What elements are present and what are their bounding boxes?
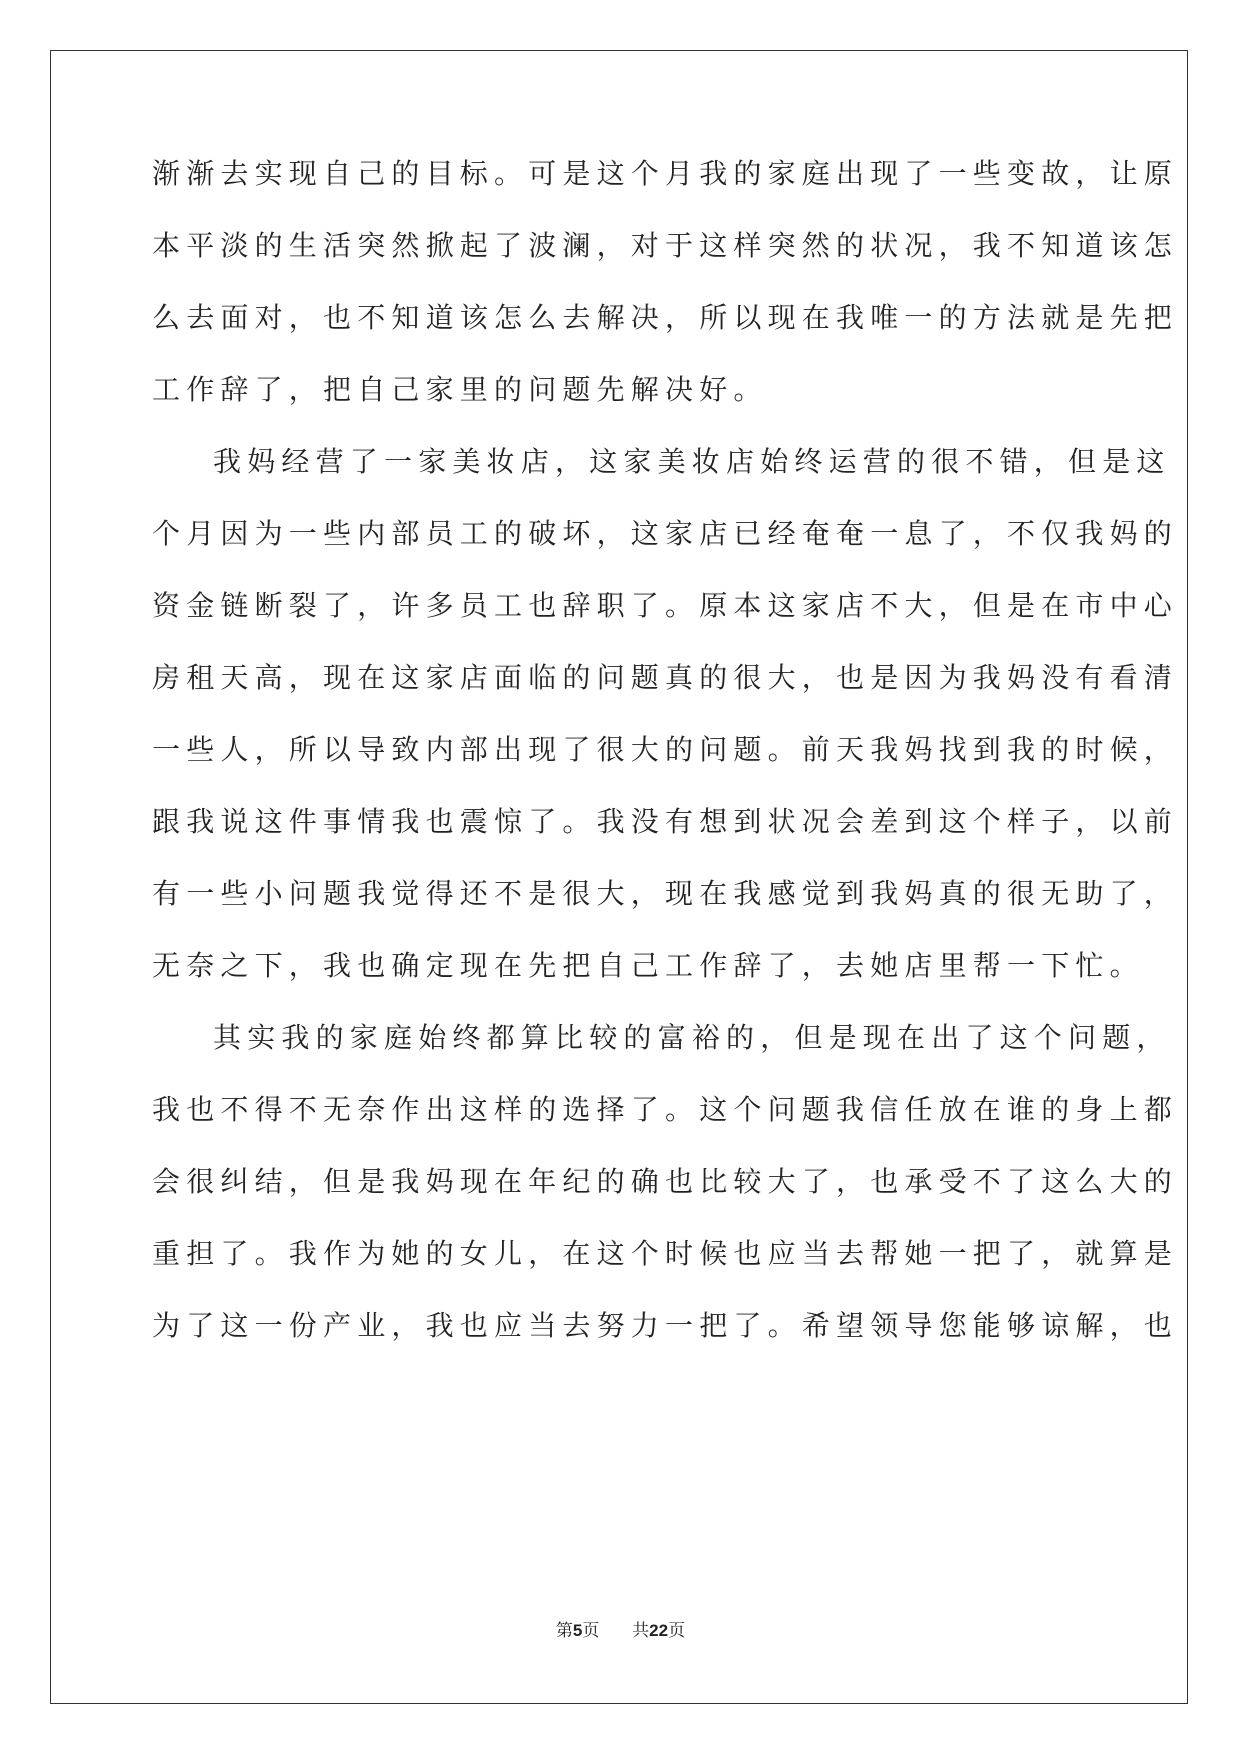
page-indicator [556, 1616, 599, 1641]
page-suffix: 页 [582, 1621, 600, 1641]
text-line: 一些人，所以导致内部出现了很大的问题。前天我妈找到我的时候， [152, 733, 1179, 766]
text-line: 有一些小问题我觉得还不是很大，现在我感觉到我妈真的很无助了， [152, 877, 1179, 910]
total-pages-indicator [632, 1616, 685, 1641]
text-line: 无奈之下，我也确定现在先把自己工作辞了，去她店里帮一下忙。 [152, 949, 1144, 982]
text-line: 渐渐去实现自己的目标。可是这个月我的家庭出现了一些变故，让原 [152, 157, 1179, 190]
text-line: 为了这一份产业，我也应当去努力一把了。希望领导您能够谅解，也 [152, 1309, 1179, 1342]
text-line: 资金链断裂了，许多员工也辞职了。原本这家店不大，但是在市中心 [152, 589, 1179, 622]
text-line: 跟我说这件事情我也震惊了。我没有想到状况会差到这个样子，以前 [152, 805, 1179, 838]
text-line: 会很纠结，但是我妈现在年纪的确也比较大了，也承受不了这么大的 [152, 1165, 1179, 1198]
text-line: 工作辞了，把自己家里的问题先解决好。 [152, 373, 768, 406]
page-footer [0, 1616, 1241, 1641]
total-number: 22 [649, 1621, 669, 1640]
page-prefix: 第 [555, 1621, 573, 1641]
total-prefix: 共 [632, 1621, 650, 1641]
text-line: 么去面对，也不知道该怎么去解决，所以现在我唯一的方法就是先把 [152, 301, 1179, 334]
text-line: 重担了。我作为她的女儿，在这个时候也应当去帮她一把了，就算是 [152, 1237, 1179, 1270]
text-line: 我也不得不无奈作出这样的选择了。这个问题我信任放在谁的身上都 [152, 1093, 1179, 1126]
text-line: 其实我的家庭始终都算比较的富裕的，但是现在出了这个问题， [213, 1021, 1171, 1054]
page-number: 5 [572, 1621, 583, 1640]
text-line: 我妈经营了一家美妆店，这家美妆店始终运营的很不错，但是这 [213, 445, 1171, 478]
text-line: 个月因为一些内部员工的破坏，这家店已经奄奄一息了，不仅我妈的 [152, 517, 1179, 550]
text-line: 房租天高，现在这家店面临的问题真的很大，也是因为我妈没有看清 [152, 661, 1179, 694]
total-suffix: 页 [668, 1621, 686, 1641]
text-line: 本平淡的生活突然掀起了波澜，对于这样突然的状况，我不知道该怎 [152, 229, 1179, 262]
